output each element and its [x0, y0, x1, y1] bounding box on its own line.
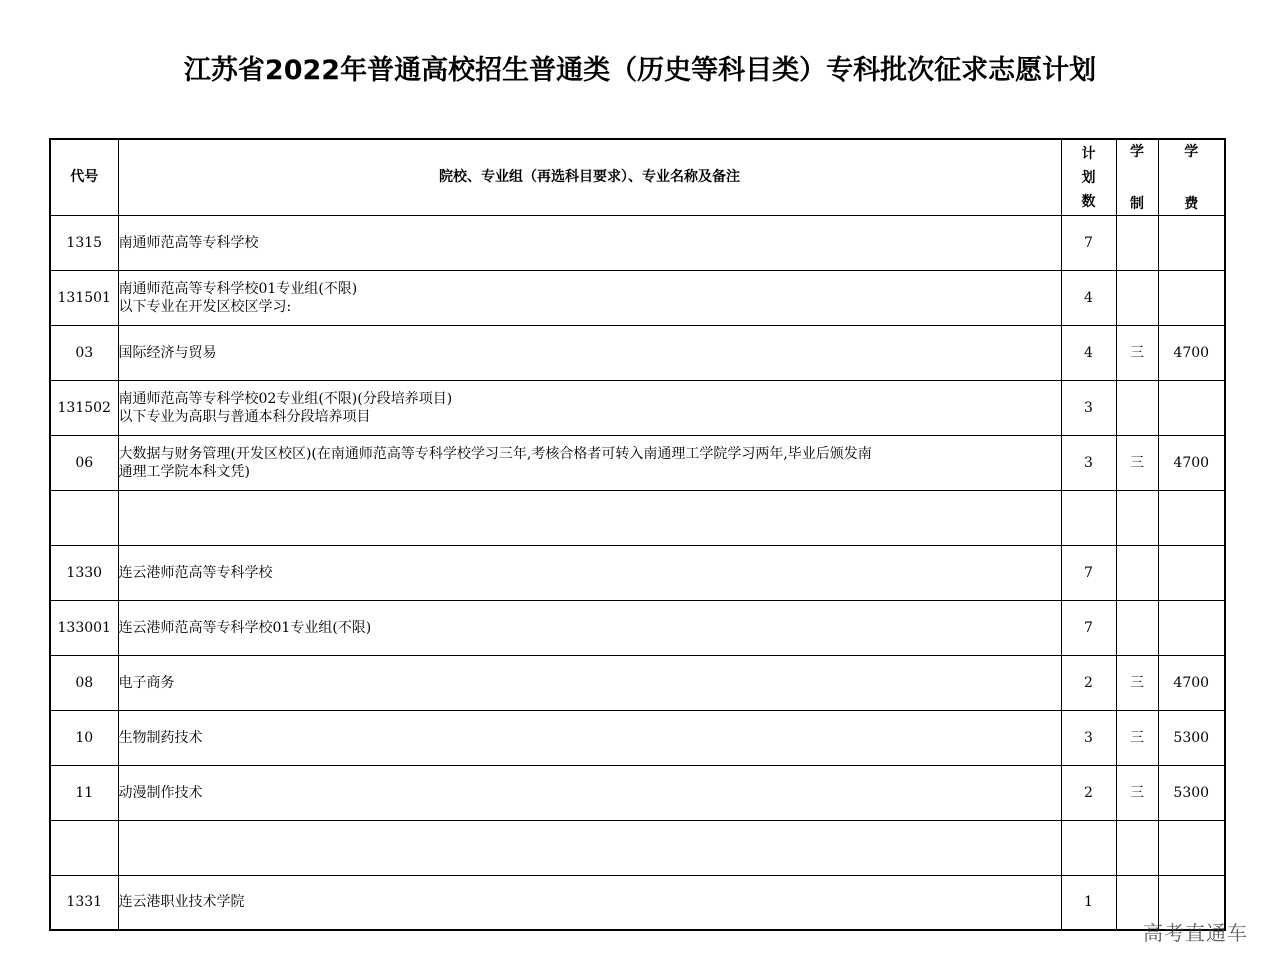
table-row: [50, 545, 1225, 600]
cell-plan: 4: [1061, 325, 1116, 380]
cell-name: [118, 270, 1061, 325]
cell-code: 10: [50, 710, 118, 765]
cell-name-line: 动漫制作技术: [118, 784, 203, 801]
cell-fee: 4700: [1158, 325, 1225, 380]
cell-fee: [1158, 215, 1225, 270]
cell-plan: 4: [1061, 270, 1116, 325]
cell-name: [118, 655, 1061, 710]
cell-name-line: 国际经济与贸易: [118, 344, 217, 361]
cell-duration: [1116, 215, 1158, 270]
table-row: [50, 490, 1225, 545]
cell-fee: [1158, 600, 1225, 655]
header-name: 院校、专业组（再选科目要求）、专业名称及备注: [118, 139, 1061, 215]
cell-fee: [1158, 820, 1225, 875]
table-row: [50, 820, 1225, 875]
cell-duration: [1116, 600, 1158, 655]
cell-duration: [1116, 545, 1158, 600]
cell-name-line: 南通师范高等专科学校: [118, 234, 259, 251]
cell-code: 1315: [50, 215, 118, 270]
cell-name: [118, 765, 1061, 820]
cell-plan: [1061, 490, 1116, 545]
cell-fee: [1158, 545, 1225, 600]
cell-name-line: 连云港师范高等专科学校: [118, 564, 273, 581]
table-row: [50, 655, 1225, 710]
cell-name-line: 以下专业在开发区校区学习:: [118, 298, 292, 315]
cell-fee: [1158, 380, 1225, 435]
cell-name: [118, 600, 1061, 655]
cell-plan: 1: [1061, 875, 1116, 930]
cell-name: [118, 545, 1061, 600]
cell-code: 1330: [50, 545, 118, 600]
cell-duration: 三: [1116, 655, 1158, 710]
cell-name: [118, 435, 1061, 490]
cell-code: [50, 490, 118, 545]
cell-name-line: 通理工学院本科文凭): [118, 463, 250, 480]
table-row: [50, 380, 1225, 435]
cell-name-line: 电子商务: [118, 674, 175, 691]
table-row: [50, 875, 1225, 930]
cell-code: 03: [50, 325, 118, 380]
table-row: [50, 765, 1225, 820]
cell-name-line: 连云港职业技术学院: [118, 894, 245, 911]
cell-name: [118, 490, 1061, 545]
cell-name-line: 生物制药技术: [118, 729, 203, 746]
cell-code: 133001: [50, 600, 118, 655]
cell-name-line: 南通师范高等专科学校01专业组(不限): [118, 280, 358, 297]
cell-plan: 7: [1061, 545, 1116, 600]
cell-plan: 3: [1061, 380, 1116, 435]
table-row: [50, 325, 1225, 380]
cell-code: 1331: [50, 875, 118, 930]
table-row: [50, 215, 1225, 270]
watermark: 高考直通车: [1143, 921, 1248, 945]
enrollment-plan-table: [49, 138, 1226, 931]
header-plan-char: 划: [1081, 170, 1096, 187]
header-duration-char: 制: [1130, 196, 1144, 213]
table-row: [50, 710, 1225, 765]
page-title: 江苏省2022年普通高校招生普通类（历史等科目类）专科批次征求志愿计划: [183, 55, 1097, 86]
cell-name: [118, 710, 1061, 765]
cell-plan: 2: [1061, 655, 1116, 710]
cell-code: 06: [50, 435, 118, 490]
cell-name: [118, 215, 1061, 270]
cell-fee: [1158, 490, 1225, 545]
cell-name: [118, 875, 1061, 930]
cell-code: 11: [50, 765, 118, 820]
cell-code: 08: [50, 655, 118, 710]
cell-name: [118, 820, 1061, 875]
cell-duration: 三: [1116, 325, 1158, 380]
cell-duration: 三: [1116, 765, 1158, 820]
header-duration-char: 学: [1130, 144, 1144, 161]
header-fee-char: 费: [1184, 196, 1199, 213]
header-code: 代号: [50, 139, 118, 215]
cell-plan: 2: [1061, 765, 1116, 820]
cell-duration: [1116, 270, 1158, 325]
table-row: [50, 270, 1225, 325]
cell-plan: 3: [1061, 435, 1116, 490]
cell-name: [118, 325, 1061, 380]
cell-plan: 7: [1061, 600, 1116, 655]
cell-fee: [1158, 270, 1225, 325]
table-header-row: [50, 139, 1225, 215]
header-plan: [1061, 139, 1116, 215]
cell-name-line: 大数据与财务管理(开发区校区)(在南通师范高等专科学校学习三年,考核合格者可转入南通理工学院学习两年,毕业后颁发南: [118, 445, 872, 462]
cell-name-line: 南通师范高等专科学校02专业组(不限)(分段培养项目): [118, 390, 453, 407]
table-row: [50, 435, 1225, 490]
cell-duration: 三: [1116, 710, 1158, 765]
cell-code: 131501: [50, 270, 118, 325]
cell-duration: [1116, 820, 1158, 875]
cell-fee: 4700: [1158, 655, 1225, 710]
cell-duration: 三: [1116, 435, 1158, 490]
header-fee-char: 学: [1184, 144, 1199, 161]
header-fee: [1158, 139, 1225, 215]
cell-duration: [1116, 380, 1158, 435]
header-plan-char: 数: [1081, 194, 1096, 211]
cell-fee: 4700: [1158, 435, 1225, 490]
cell-plan: 3: [1061, 710, 1116, 765]
header-plan-char: 计: [1081, 146, 1096, 163]
cell-name: [118, 380, 1061, 435]
header-duration: [1116, 139, 1158, 215]
cell-name-line: 以下专业为高职与普通本科分段培养项目: [118, 408, 371, 425]
cell-code: 131502: [50, 380, 118, 435]
cell-fee: 5300: [1158, 710, 1225, 765]
cell-duration: [1116, 490, 1158, 545]
cell-plan: 7: [1061, 215, 1116, 270]
cell-code: [50, 820, 118, 875]
cell-name-line: 连云港师范高等专科学校01专业组(不限): [118, 619, 372, 636]
table-row: [50, 600, 1225, 655]
cell-plan: [1061, 820, 1116, 875]
cell-fee: 5300: [1158, 765, 1225, 820]
